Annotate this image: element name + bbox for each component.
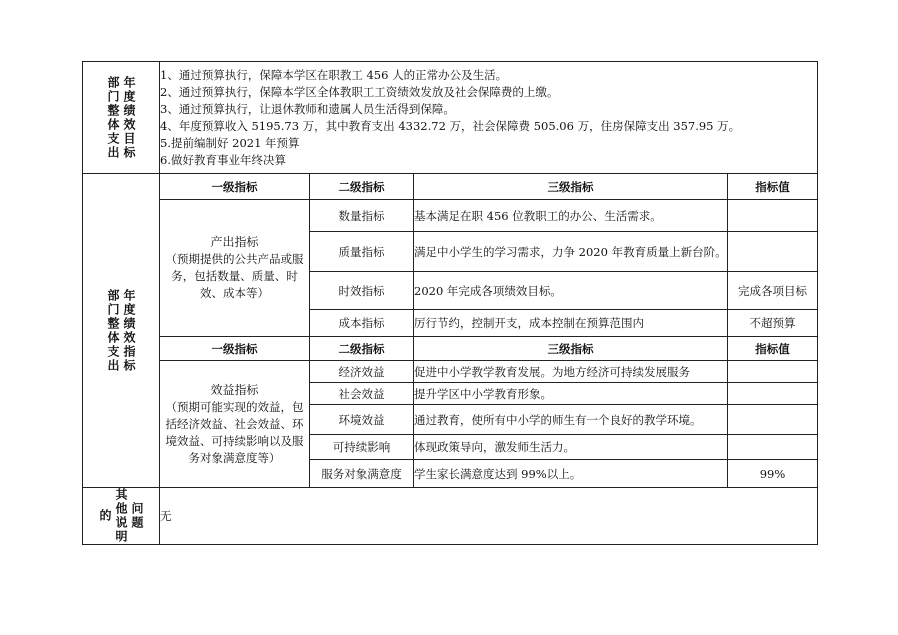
goals-label-line-2: 部门整体支出 [106,75,120,160]
level3-cell: 基本满足在职 456 位教职工的办公、生活需求。 [414,200,728,232]
other-label [83,488,160,545]
level2-cell: 成本指标 [310,310,414,337]
value-cell [728,361,818,383]
other-value: 无 [160,488,818,545]
other-row [83,488,818,545]
output-header-row [83,174,818,200]
level3-cell: 学生家长满意度达到 99%以上。 [414,460,728,488]
level3-cell: 厉行节约，控制开支，成本控制在预算范围内 [414,310,728,337]
level3-cell: 通过教育，使所有中小学的师生有一个良好的教学环境。 [414,405,728,435]
level2-cell: 时效指标 [310,272,414,310]
goals-list [160,62,818,174]
goal-item: 6.做好教育事业年终决算 [160,152,286,167]
value-cell: 99% [728,460,818,488]
goals-label-line-1: 年度绩效目标 [122,75,136,160]
level2-cell: 环境效益 [310,405,414,435]
output-title: 产出指标 [210,235,259,249]
other-label-line-1: 问题 [130,502,144,530]
goal-item: 1、通过预算执行，保障本学区在职教工 456 人的正常办公及生活。 [160,67,508,82]
indicators-label [83,174,160,488]
level2-cell: 可持续影响 [310,435,414,460]
level3-cell: 满足中小学生的学习需求，力争 2020 年教育质量上新台阶。 [414,232,728,272]
header-value: 指标值 [728,174,818,200]
goals-label [83,62,160,174]
benefit-header-row [83,337,818,361]
indicators-label-line-2: 部门整体支出 [106,288,120,373]
level3-cell: 体现政策导向，激发师生活力。 [414,435,728,460]
output-category [160,200,310,337]
value-cell [728,435,818,460]
benefit-category [160,361,310,488]
other-label-line-3: 的 [98,509,112,523]
table-row [83,200,818,232]
goal-item: 3、通过预算执行，让退休教师和遗属人员生活得到保障。 [160,101,455,116]
goal-item: 5.提前编制好 2021 年预算 [160,135,300,150]
performance-table [82,61,818,545]
goal-item: 2、通过预算执行，保障本学区全体教职工工资绩效发放及社会保障费的上缴。 [160,84,559,99]
header-level1: 一级指标 [160,337,310,361]
goal-item: 4、年度预算收入 5195.73 万，其中教育支出 4332.72 万，社会保障费 505.06 万，住房保障支出 357.95 万。 [160,118,741,133]
header-level2: 二级指标 [310,174,414,200]
value-cell [728,383,818,405]
header-level1: 一级指标 [160,174,310,200]
value-cell [728,232,818,272]
value-cell [728,200,818,232]
indicators-label-line-1: 年度绩效指标 [122,288,136,373]
header-level3: 三级指标 [414,174,728,200]
output-description: （预期提供的公共产品或服务，包括数量、质量、时效、成本等） [165,252,304,300]
table-row [83,361,818,383]
other-label-line-2: 其他说明 [114,488,128,544]
level2-cell: 经济效益 [310,361,414,383]
level2-cell: 质量指标 [310,232,414,272]
level3-cell: 促进中小学教学教育发展。为地方经济可持续发展服务 [414,361,728,383]
header-level3: 三级指标 [414,337,728,361]
benefit-title: 效益指标 [210,382,259,397]
level3-cell: 提升学区中小学教育形象。 [414,383,728,405]
goals-row [83,62,818,174]
benefit-description: （预期可能实现的效益，包括经济效益、社会效益、环境效益、可持续影响以及服务对象满意度等） [165,399,304,465]
value-cell: 不超预算 [728,310,818,337]
header-level2: 二级指标 [310,337,414,361]
level2-cell: 数量指标 [310,200,414,232]
level2-cell: 服务对象满意度 [310,460,414,488]
value-cell [728,405,818,435]
value-cell: 完成各项目标 [728,272,818,310]
level3-cell: 2020 年完成各项绩效目标。 [414,272,728,310]
header-value: 指标值 [728,337,818,361]
level2-cell: 社会效益 [310,383,414,405]
